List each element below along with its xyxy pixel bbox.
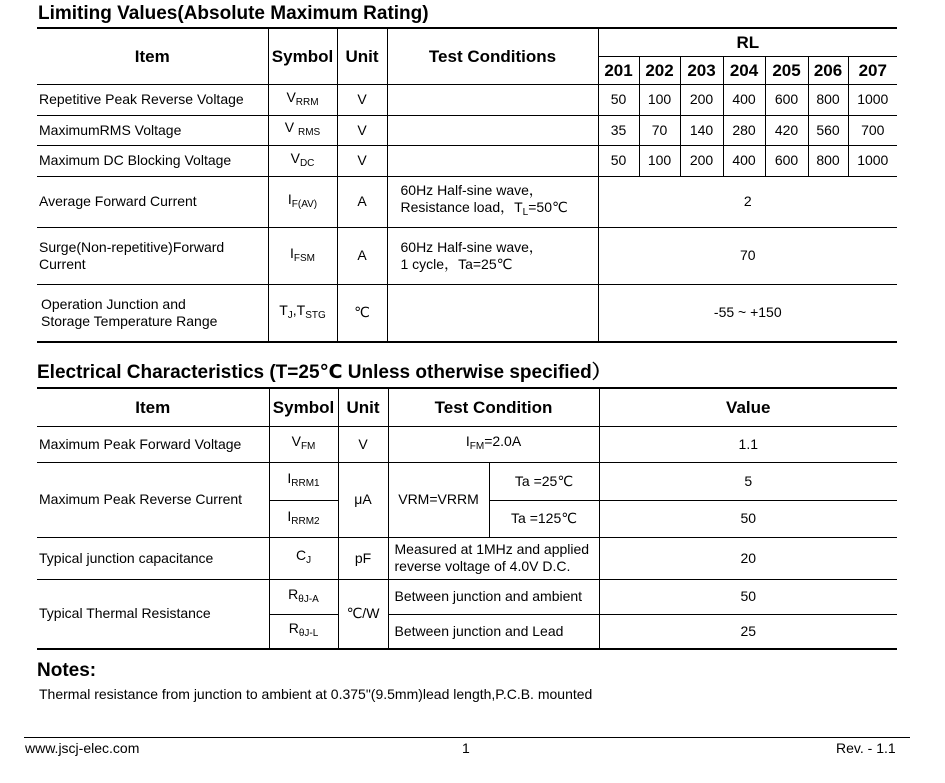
electrical-table — [37, 387, 897, 650]
notes-heading: Notes: — [37, 660, 97, 681]
limiting-values-table — [37, 27, 897, 343]
value-ir-25: 5 — [599, 462, 897, 500]
item-surge-current: Surge(Non-repetitive)Forward Current — [37, 227, 268, 284]
item-avg-forward-current: Average Forward Current — [37, 176, 268, 227]
cond-ta-25: Ta =25℃ — [489, 462, 599, 500]
table-row — [37, 145, 897, 176]
part-204: 204 — [723, 56, 765, 84]
cond-vdc — [387, 145, 598, 176]
unit-ifsm: A — [337, 227, 387, 284]
value-cell: 100 — [639, 145, 680, 176]
unit-vrms: V — [337, 115, 387, 145]
value-vf: 1.1 — [599, 426, 897, 462]
cond-ifav: 60Hz Half-sine wave， Resistance load，$T_L=50℃$ — [387, 176, 598, 227]
part-202: 202 — [639, 56, 680, 84]
unit-ifav: A — [337, 176, 387, 227]
value-cell: 420 — [765, 115, 808, 145]
value-cell: 70 — [639, 115, 680, 145]
notes-text: Thermal resistance from junction to ambient at 0.375"(9.5mm)lead length,P.C.B. mounted — [39, 686, 593, 702]
part-205: 205 — [765, 56, 808, 84]
symbol-rth-ja: $R_{\theta J-A}$ — [269, 579, 338, 614]
symbol-vfm: $V_{FM}$ — [269, 426, 338, 462]
item-rth: Typical Thermal Resistance — [37, 579, 269, 649]
cond-vrm: VRM=VRRM — [388, 462, 489, 537]
unit-vrrm: V — [337, 84, 387, 115]
table-row — [37, 227, 897, 284]
table-row — [37, 462, 897, 500]
symbol-ifav: $I_{F(AV)}$ — [268, 176, 337, 227]
hdr-symbol: Symbol — [268, 28, 337, 84]
cond-ifsm: 60Hz Half-sine wave， 1 cycle，Ta=25℃ — [387, 227, 598, 284]
item-ir: Maximum Peak Reverse Current — [37, 462, 269, 537]
value-cell: 140 — [680, 115, 723, 145]
hdr-rl: RL — [598, 28, 897, 56]
value-cell: 600 — [765, 84, 808, 115]
symbol-irrm1: $I_{RRM1}$ — [269, 462, 338, 500]
footer-page-number: 1 — [462, 740, 470, 756]
cond-ta-125: Ta =125℃ — [489, 500, 599, 537]
footer-divider — [24, 737, 910, 738]
item-vrms: MaximumRMS Voltage — [37, 115, 268, 145]
part-207: 207 — [848, 56, 897, 84]
hdr-test-condition: Test Condition — [388, 388, 599, 426]
value-cell: 1000 — [848, 145, 897, 176]
cond-cj: Measured at 1MHz and applied reverse voltage of 4.0V D.C. — [388, 537, 599, 579]
cond-lead: Between junction and Lead — [388, 614, 599, 649]
table-row — [37, 176, 897, 227]
unit-vdc: V — [337, 145, 387, 176]
value-cj: 20 — [599, 537, 897, 579]
symbol-vrms: V $_{RMS}$ — [268, 115, 337, 145]
hdr-symbol: Symbol — [269, 388, 338, 426]
symbol-rth-jl: $R_{\theta J-L}$ — [269, 614, 338, 649]
part-201: 201 — [598, 56, 639, 84]
value-ifav: 2 — [598, 176, 897, 227]
part-203: 203 — [680, 56, 723, 84]
unit-rth: ℃/W — [338, 579, 388, 649]
symbol-irrm2: $I_{RRM2}$ — [269, 500, 338, 537]
unit-temp: ℃ — [337, 284, 387, 342]
item-cj: Typical junction capacitance — [37, 537, 269, 579]
table-row — [37, 579, 897, 614]
table-row — [37, 84, 897, 115]
symbol-vdc: $V_{DC}$ — [268, 145, 337, 176]
electrical-heading: Electrical Characteristics (T=25℃ Unless otherwise specified） — [37, 362, 611, 383]
hdr-value: Value — [599, 388, 897, 426]
value-ifsm: 70 — [598, 227, 897, 284]
value-rth-jl: 25 — [599, 614, 897, 649]
value-cell: 100 — [639, 84, 680, 115]
cond-vf: $I_{FM}=2.0A$ — [388, 426, 599, 462]
item-vrrm: Repetitive Peak Reverse Voltage — [37, 84, 268, 115]
value-cell: 280 — [723, 115, 765, 145]
value-cell: 50 — [598, 145, 639, 176]
footer-revision: Rev. - 1.1 — [836, 740, 896, 756]
hdr-test-conditions: Test Conditions — [387, 28, 598, 84]
value-cell: 200 — [680, 145, 723, 176]
footer-website: www.jscj-elec.com — [25, 740, 140, 756]
symbol-ifsm: $I_{FSM}$ — [268, 227, 337, 284]
value-cell: 700 — [848, 115, 897, 145]
symbol-tj-tstg: $T_J,T_{STG}$ — [268, 284, 337, 342]
table-row — [37, 115, 897, 145]
symbol-cj: $C_J$ — [269, 537, 338, 579]
table-row — [37, 284, 897, 342]
value-ir-125: 50 — [599, 500, 897, 537]
value-cell: 200 — [680, 84, 723, 115]
value-cell: 35 — [598, 115, 639, 145]
table-row — [37, 537, 897, 579]
item-temperature-range: Operation Junction and Storage Temperature Range — [37, 284, 268, 342]
value-cell: 800 — [808, 84, 848, 115]
value-cell: 560 — [808, 115, 848, 145]
value-temp: -55 ~ +150 — [598, 284, 897, 342]
cond-vrms — [387, 115, 598, 145]
value-cell: 800 — [808, 145, 848, 176]
value-cell: 50 — [598, 84, 639, 115]
unit-ir: μA — [338, 462, 388, 537]
value-cell: 400 — [723, 145, 765, 176]
hdr-unit: Unit — [337, 28, 387, 84]
unit-vf: V — [338, 426, 388, 462]
hdr-item: Item — [37, 388, 269, 426]
cond-ambient: Between junction and ambient — [388, 579, 599, 614]
value-cell: 1000 — [848, 84, 897, 115]
table-row — [37, 426, 897, 462]
hdr-item: Item — [37, 28, 268, 84]
cond-vrrm — [387, 84, 598, 115]
value-rth-ja: 50 — [599, 579, 897, 614]
limiting-values-heading: Limiting Values(Absolute Maximum Rating) — [38, 3, 429, 24]
item-vdc: Maximum DC Blocking Voltage — [37, 145, 268, 176]
symbol-vrrm: $V_{RRM}$ — [268, 84, 337, 115]
hdr-unit: Unit — [338, 388, 388, 426]
value-cell: 600 — [765, 145, 808, 176]
item-vf: Maximum Peak Forward Voltage — [37, 426, 269, 462]
part-206: 206 — [808, 56, 848, 84]
cond-temp — [387, 284, 598, 342]
value-cell: 400 — [723, 84, 765, 115]
unit-cj: pF — [338, 537, 388, 579]
